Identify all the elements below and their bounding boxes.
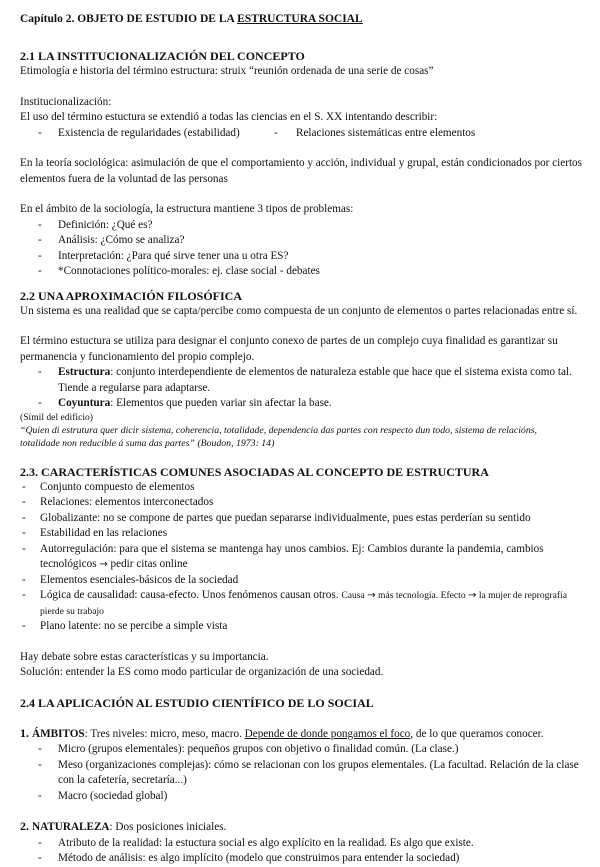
ambitos-text: : Tres niveles: micro, meso, macro. bbox=[84, 727, 245, 740]
naturaleza-item: - Método de análisis: es algo implícito (modelo que construimos para entender la sociedad) bbox=[20, 851, 582, 867]
coyuntura-term: Coyuntura bbox=[58, 397, 111, 409]
simil-note: (Símil del edificio) bbox=[20, 411, 94, 423]
ambitos-term: ÁMBITOS bbox=[32, 727, 85, 740]
causa-label: Causa bbox=[341, 590, 368, 601]
meso-text: Meso (organizaciones complejas): cómo se relacionan con los grupos elementales. (La facultad. Relación de la clase bbox=[58, 758, 579, 771]
estructura-term: Estructura bbox=[58, 366, 111, 378]
naturaleza-list bbox=[20, 836, 582, 867]
naturaleza-term: NATURALEZA bbox=[32, 821, 110, 833]
document-page bbox=[20, 12, 582, 867]
arrow-right-icon: → bbox=[367, 590, 376, 601]
boudon-quote-line-1: “Quien di estrutura quer dicir sistema, coherencia, totalidade, dependencia das partes con respecto dun todo, sistema de relacións, bbox=[20, 424, 537, 436]
regularities-item: - Existencia de regularidades (estabilidad) bbox=[20, 126, 274, 142]
characteristic-item: - Relaciones: elementos interconectados bbox=[20, 495, 582, 511]
characteristic-item: - Conjunto compuesto de elementos bbox=[20, 480, 582, 496]
ambito-item bbox=[20, 758, 582, 789]
autorregulacion-text-cont: tecnológicos bbox=[40, 558, 100, 570]
naturaleza-item: - Atributo de la realidad: la estuctura social es algo explícito en la realidad. Es algo que existe. bbox=[20, 836, 582, 852]
naturaleza-number: 2. bbox=[20, 819, 32, 833]
estructura-text-cont: Tiende a regularse para adaptarse. bbox=[58, 381, 211, 394]
theory-text-line-1: En la teoría sociológica: asimulación de que el comportamiento y acción, individual y grupal, están condicionados por ciertos bbox=[20, 157, 583, 169]
efecto-text-cont: pierde su trabajo bbox=[40, 605, 104, 617]
naturaleza-paragraph bbox=[20, 819, 582, 836]
estructura-item bbox=[20, 365, 582, 396]
arrow-right-icon: → bbox=[99, 559, 108, 570]
coyuntura-item bbox=[20, 396, 582, 412]
ambito-item: - Micro (grupos elementales): pequeños grupos con objetivo o finalidad común. (La clase.) bbox=[20, 742, 582, 758]
ambitos-list bbox=[20, 742, 582, 804]
characteristic-item: - Elementos esenciales-básicos de la sociedad bbox=[20, 573, 582, 589]
autorregulacion-result: pedir citas online bbox=[107, 558, 188, 570]
problem-item: - Definición: ¿Qué es? bbox=[20, 218, 582, 234]
efecto-label: más tecnología. Efecto bbox=[375, 590, 469, 601]
autorregulacion-item bbox=[20, 542, 582, 573]
estructura-definition-line-1: El término estuctura se utiliza para designar el conjunto conexo de partes de un complejo cuya finalidad es garantizar su bbox=[20, 335, 558, 347]
meso-text-cont: con la cafetería, secretaría...) bbox=[58, 774, 187, 786]
sistema-text: Un sistema es una realidad que se capta/percibe como compuesta de un conjunto de elementos o partes relacionadas entre sí. bbox=[20, 304, 578, 317]
characteristic-item: - Estabilidad en las relaciones bbox=[20, 526, 582, 542]
ambito-item: - Macro (sociedad global) bbox=[20, 789, 582, 805]
estructura-definition-line-2: permanencia y funcionamiento del propio complejo. bbox=[20, 350, 255, 363]
estructura-text: : conjunto interdependiente de elementos de naturaleza estable que hace que el sistema exista como tal. bbox=[110, 366, 572, 378]
problem-item: - Interpretación: ¿Para qué sirve tener una u otra ES? bbox=[20, 249, 582, 265]
naturaleza-text: : Dos posiciones iniciales. bbox=[109, 821, 227, 833]
institucionalizacion-text: El uso del término estuctura se extendió a todas las ciencias en el S. XX intentando describir: bbox=[20, 111, 438, 123]
chapter-heading bbox=[20, 12, 582, 27]
autorregulacion-text: Autorregulación: para que el sistema se mantenga hay unos cambios. Ej: Cambios durante la pandemia, cambios bbox=[40, 542, 544, 555]
debate-text: Hay debate sobre estas características y su importancia. bbox=[20, 650, 269, 663]
theory-text-line-2: elementos fuera de la voluntad de las personas bbox=[20, 172, 228, 185]
causalidad-text: Lógica de causalidad: causa-efecto. Unos fenómenos causan otros. bbox=[40, 589, 342, 601]
ambitos-text-end: , de lo que queramos conocer. bbox=[410, 727, 544, 740]
problems-intro: En el ámbito de la sociología, la estructura mantiene 3 tipos de problemas: bbox=[20, 203, 354, 215]
solucion-text: Solución: entender la ES como modo particular de organización de una sociedad. bbox=[20, 666, 384, 678]
chapter-prefix: Capítulo 2. OBJETO DE ESTUDIO DE LA bbox=[20, 13, 238, 25]
characteristic-item: - Globalizante: no se compone de partes que puedan separarse individualmente, pues estas perderían su sentido bbox=[20, 511, 582, 527]
chapter-underlined-title: ESTRUCTURA SOCIAL bbox=[237, 13, 363, 25]
problem-item: - Análisis: ¿Cómo se analiza? bbox=[20, 233, 582, 249]
characteristic-item: - Plano latente: no se percibe a simple vista bbox=[20, 619, 582, 635]
boudon-quote-line-2: totalidade non reducible á suma das partes” (Boudon, 1973: 14) bbox=[20, 437, 275, 449]
section-2-3-title: 2.3. CARACTERÍSTICAS COMUNES ASOCIADAS AL CONCEPTO DE ESTRUCTURA bbox=[20, 464, 489, 479]
problems-list bbox=[20, 218, 582, 280]
estructura-list bbox=[20, 365, 582, 412]
ambitos-underlined: Depende de donde pongamos el foco bbox=[244, 727, 411, 740]
section-2-4-title: 2.4 LA APLICACIÓN AL ESTUDIO CIENTÍFICO DE LO SOCIAL bbox=[20, 695, 374, 710]
regularities-row bbox=[20, 126, 582, 142]
institucionalizacion-label: Institucionalización: bbox=[20, 95, 112, 108]
ambitos-paragraph bbox=[20, 726, 582, 743]
characteristics-list bbox=[20, 480, 582, 635]
problem-item: - *Connotaciones político-morales: ej. clase social - debates bbox=[20, 264, 582, 280]
ambitos-number: 1. bbox=[20, 725, 32, 740]
etymology-text: Etimología e historia del término estructura: struix “reunión ordenada de una serie de cosas” bbox=[20, 65, 434, 77]
arrow-right-icon: → bbox=[468, 590, 477, 601]
section-2-2-title: 2.2 UNA APROXIMACIÓN FILOSÓFICA bbox=[20, 288, 243, 303]
relations-item: - Relaciones sistemáticas entre elementos bbox=[274, 126, 475, 142]
efecto-text: la mujer de reprografía bbox=[476, 590, 567, 601]
section-2-1-title: 2.1 LA INSTITUCIONALIZACIÓN DEL CONCEPTO bbox=[20, 49, 305, 63]
causalidad-item bbox=[20, 588, 582, 619]
coyuntura-text: : Elementos que pueden variar sin afectar la base. bbox=[110, 397, 332, 409]
